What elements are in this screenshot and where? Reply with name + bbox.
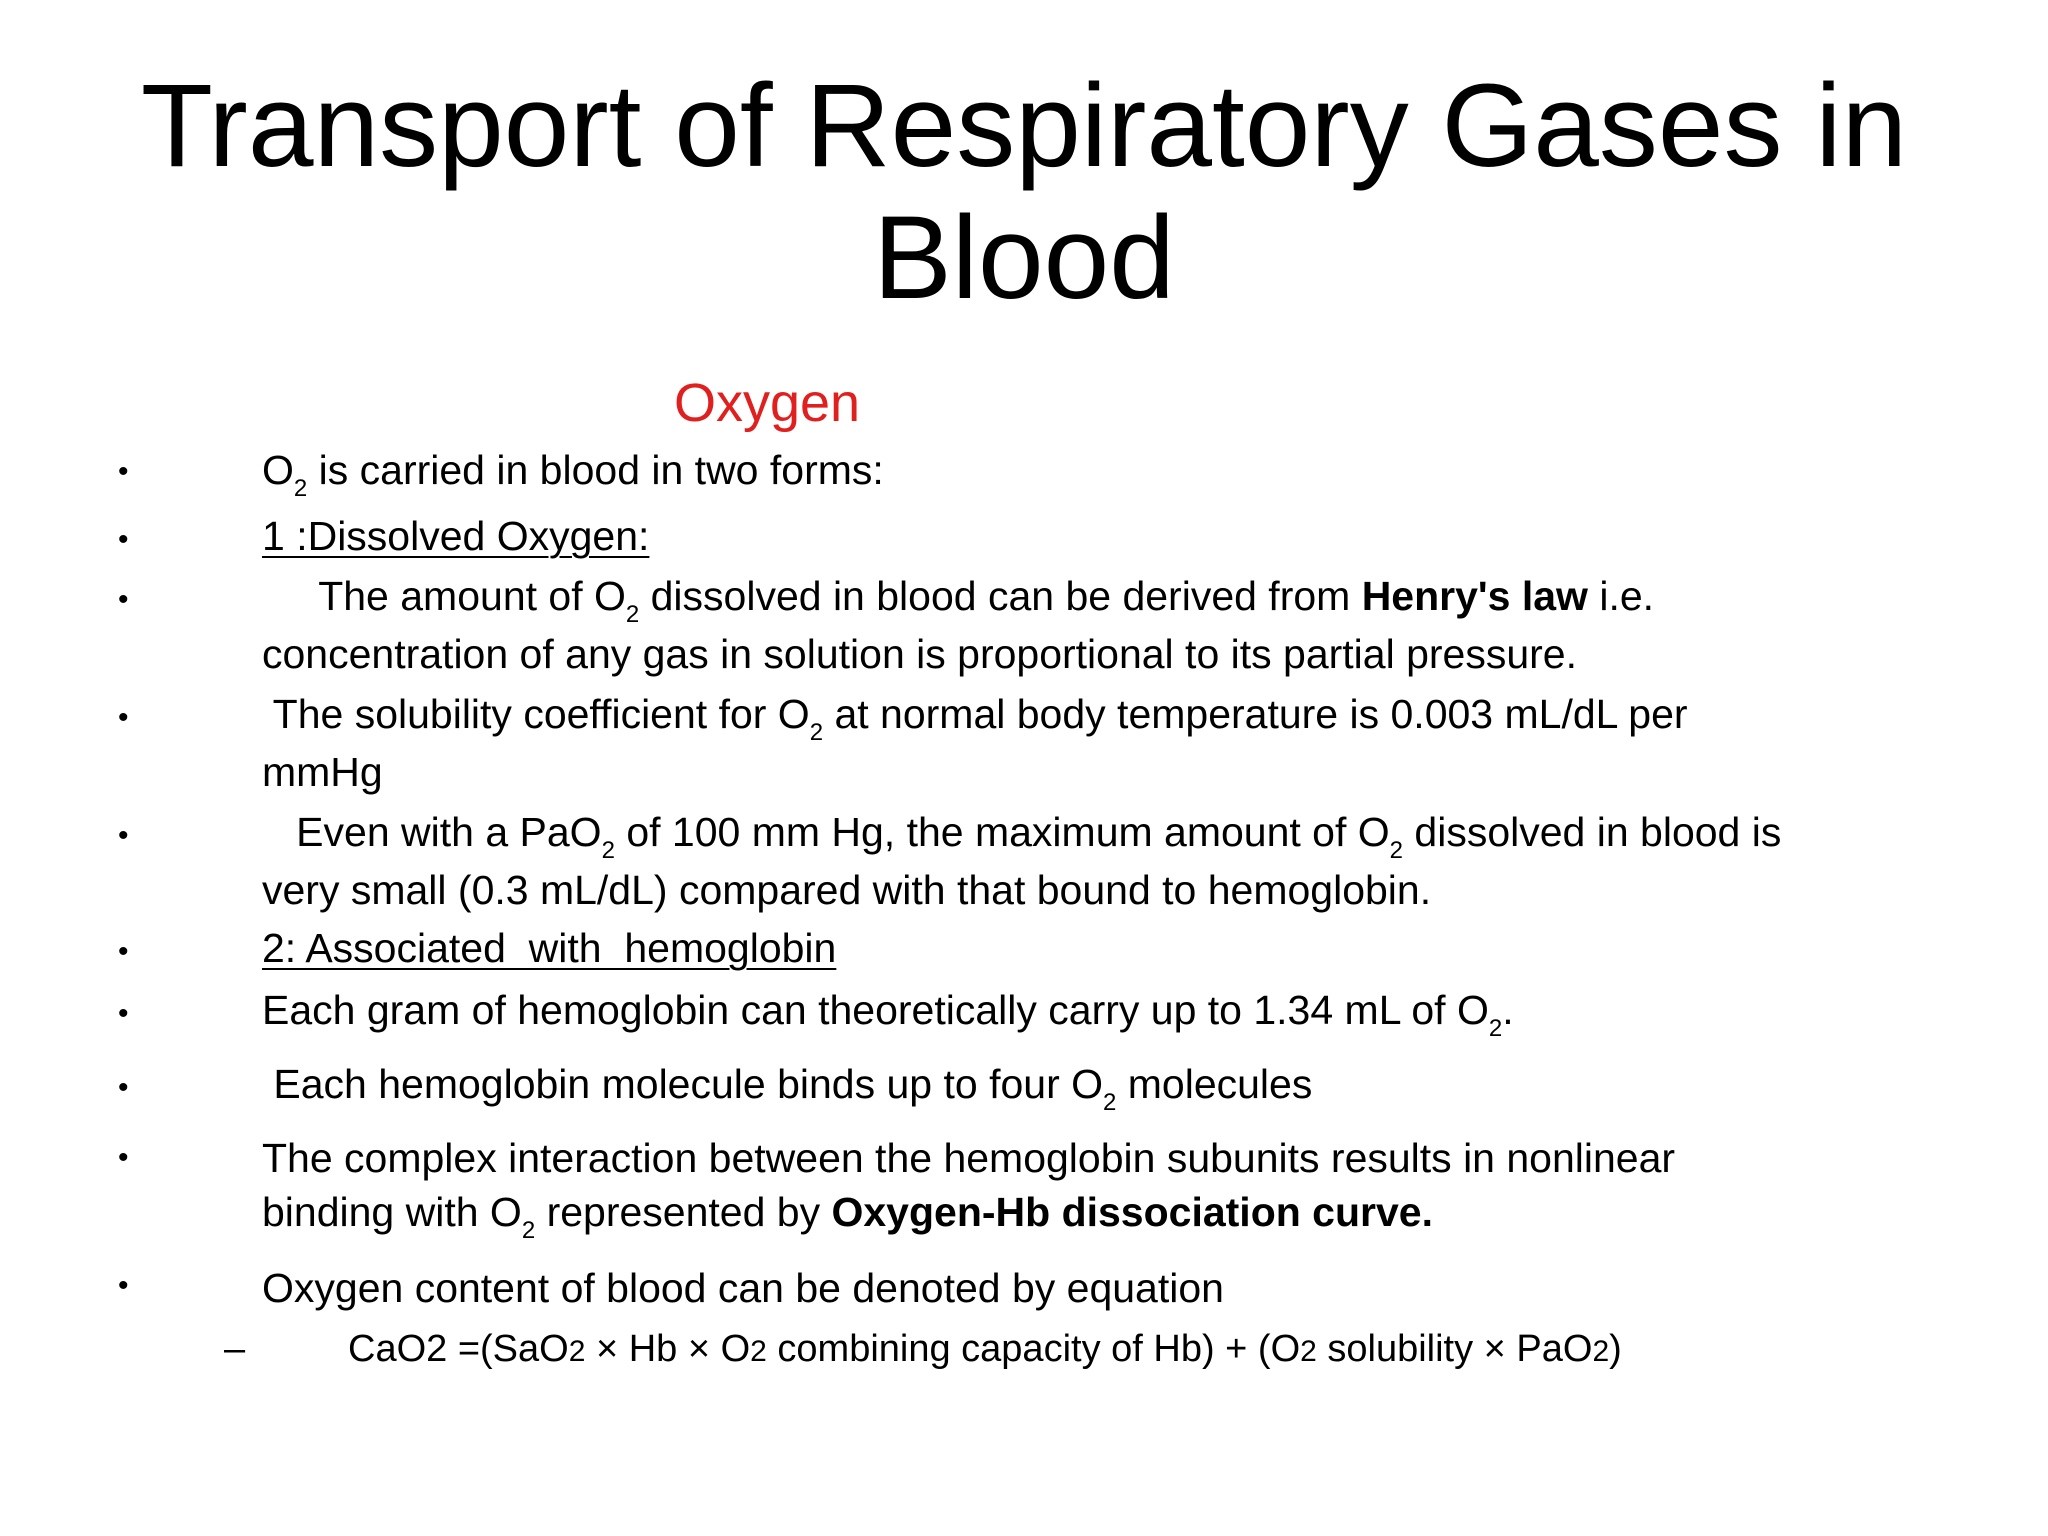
heading-associated-hemoglobin: 2: Associated with hemoglobin xyxy=(262,925,837,971)
small-digit: 2 xyxy=(1592,1335,1610,1368)
bullet-marker: • xyxy=(118,523,129,556)
bullet-marker: • xyxy=(118,1071,129,1104)
text: solubility × PaO xyxy=(1316,1328,1593,1370)
bullet-oxygen-content: Oxygen content of blood can be denoted by equation xyxy=(262,1265,1224,1311)
o-text: O xyxy=(262,447,294,493)
text: molecules xyxy=(1116,1061,1313,1107)
heading-dissolved-oxygen: 1 :Dissolved Oxygen: xyxy=(262,513,650,559)
text: ) xyxy=(1609,1328,1622,1370)
bullet-gram-hemoglobin xyxy=(262,982,1962,1057)
text: dissolved in blood is xyxy=(1403,809,1782,855)
bullet-o2-forms xyxy=(262,442,1962,517)
text: is carried in blood in two forms: xyxy=(307,447,884,493)
bullet-solubility-line-2: mmHg xyxy=(262,749,383,795)
subscript: 2 xyxy=(601,837,615,864)
text: of 100 mm Hg, the maximum amount of O xyxy=(614,809,1390,855)
bullet-nonlinear-binding-line-2 xyxy=(262,1184,1962,1259)
subscript: 2 xyxy=(809,719,824,746)
bullet-henrys-law-line-2: concentration of any gas in solution is proportional to its partial pressure. xyxy=(262,631,1578,677)
bullet-marker: • xyxy=(118,997,129,1030)
oxygen-content-equation xyxy=(348,1326,1622,1375)
text: represented by xyxy=(535,1189,832,1235)
text: i.e. xyxy=(1587,573,1655,619)
title-line-1: Transport of Respiratory Gases in xyxy=(140,60,1908,192)
subscript: 2 xyxy=(625,601,640,628)
text: The amount of O xyxy=(262,573,626,619)
subscript: 2 xyxy=(293,475,308,502)
bullet-marker: • xyxy=(118,935,129,968)
text: × Hb × O xyxy=(585,1328,751,1370)
bullet-marker: • xyxy=(118,701,129,734)
slide-title xyxy=(0,60,2048,324)
dissociation-curve-term: Oxygen-Hb dissociation curve. xyxy=(831,1189,1433,1235)
bullet-dissolved-oxygen xyxy=(262,508,1962,564)
bullet-marker: • xyxy=(118,1141,129,1174)
subscript: 2 xyxy=(1389,837,1404,864)
text: . xyxy=(1502,987,1514,1033)
small-digit: 2 xyxy=(1300,1335,1317,1368)
sub-bullet-dash: – xyxy=(224,1328,246,1370)
text: Even with a PaO xyxy=(262,809,602,855)
small-digit: 2 xyxy=(568,1335,586,1368)
text: combining capacity of Hb) + (O xyxy=(766,1328,1301,1370)
text: Each hemoglobin molecule binds up to four O xyxy=(262,1061,1104,1107)
section-heading-oxygen: Oxygen xyxy=(673,373,861,433)
text: binding with O xyxy=(262,1189,522,1235)
bullet-nonlinear-binding: The complex interaction between the hemoglobin subunits results in nonlinear xyxy=(262,1135,1676,1181)
bullet-marker: • xyxy=(118,1269,129,1302)
bullet-four-molecules xyxy=(262,1056,1962,1131)
text: The solubility coefficient for O xyxy=(262,691,810,737)
subscript: 2 xyxy=(1488,1015,1503,1042)
henrys-law-term: Henry's law xyxy=(1361,573,1588,619)
text: Each gram of hemoglobin can theoretically carry up to 1.34 mL of O xyxy=(262,987,1489,1033)
bullet-marker: • xyxy=(118,583,129,616)
bullet-marker: • xyxy=(118,455,129,488)
subscript: 2 xyxy=(521,1217,536,1244)
text: CaO2 =(SaO xyxy=(348,1328,569,1370)
bullet-associated-hemoglobin xyxy=(262,920,1962,976)
bullet-pao2-line-2: very small (0.3 mL/dL) compared with that bound to hemoglobin. xyxy=(262,867,1432,913)
title-line-2: Blood xyxy=(873,192,1175,324)
bullet-marker: • xyxy=(118,819,129,852)
text: dissolved in blood can be derived from xyxy=(639,573,1362,619)
text: at normal body temperature is 0.003 mL/dL per xyxy=(823,691,1688,737)
small-digit: 2 xyxy=(750,1335,767,1368)
subscript: 2 xyxy=(1103,1089,1117,1116)
